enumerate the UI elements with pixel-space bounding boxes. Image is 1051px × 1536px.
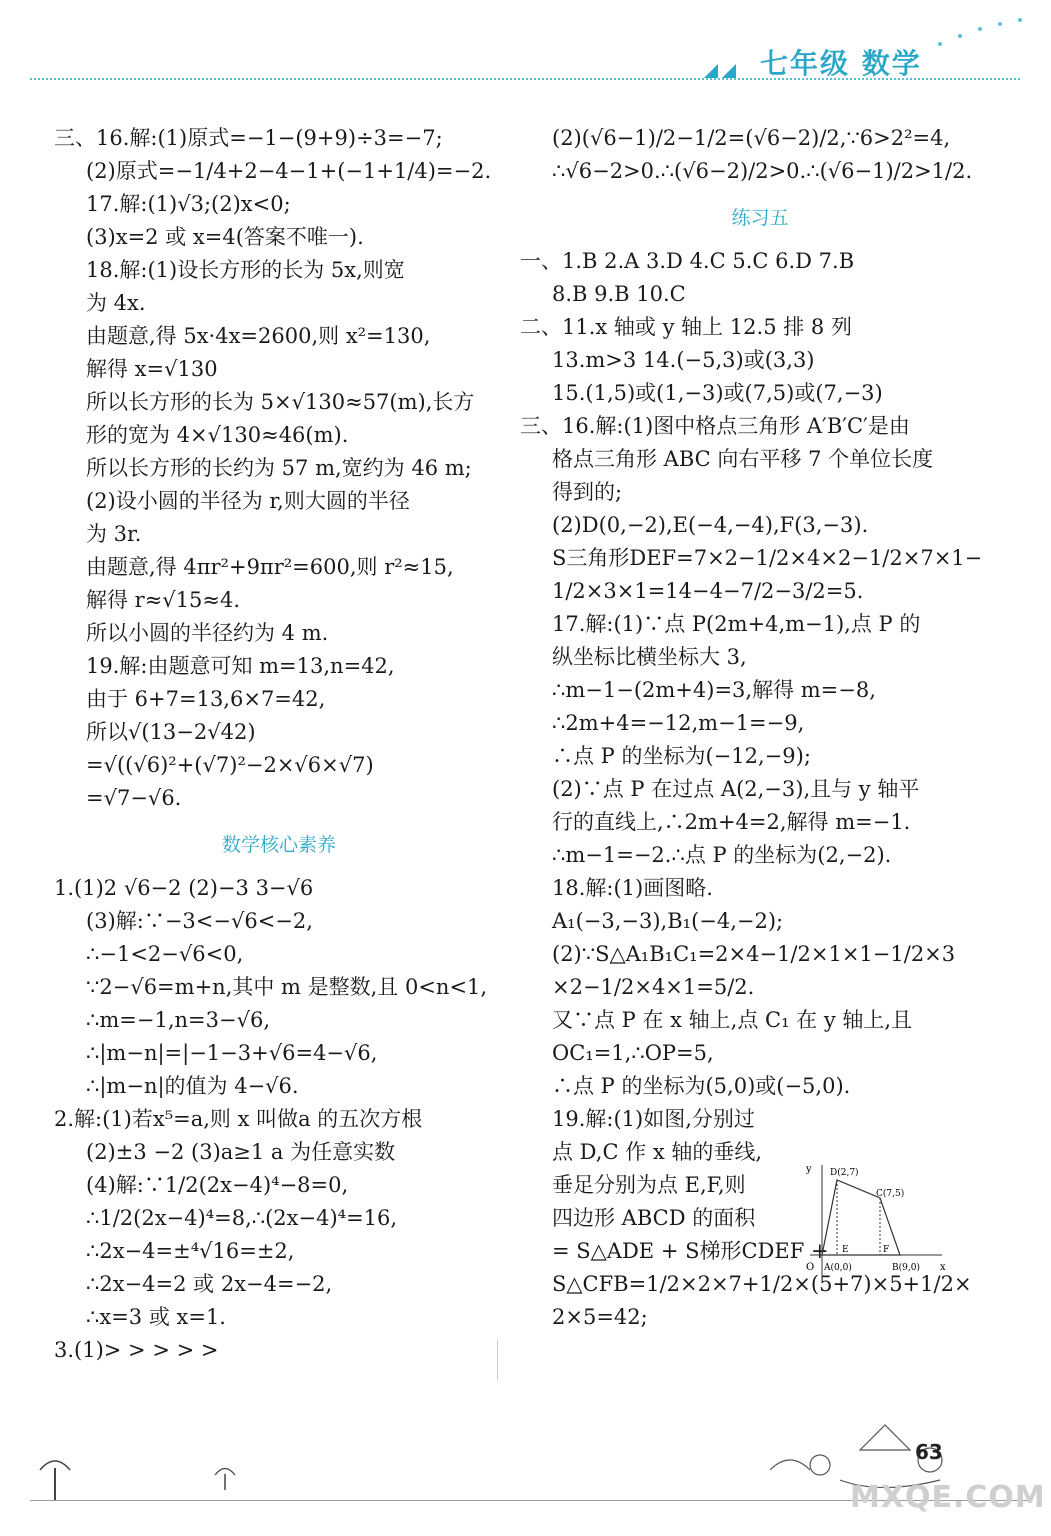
answer-line: 17.解:(1)∵点 P(2m+4,m−1),点 P 的 xyxy=(552,612,921,636)
answer-line: (2)设小圆的半径为 r,则大圆的半径 xyxy=(86,489,410,513)
answer-line: =√((√6)²+(√7)²−2×√6×√7) xyxy=(86,753,374,777)
fig-label-f: F xyxy=(883,1245,890,1255)
answer-line: (2)∵点 P 在过点 A(2,−3),且与 y 轴平 xyxy=(552,777,920,801)
answer-line: =√7−√6. xyxy=(86,786,182,810)
answer-line: 19.解:由题意可知 m=13,n=42, xyxy=(86,654,395,678)
fig-label-y: y xyxy=(806,1164,812,1175)
answer-line: 所以√(13−2√42) xyxy=(86,720,256,744)
decorative-dots xyxy=(905,14,1035,54)
answer-line: (4)解:∵1/2(2x−4)⁴−8=0, xyxy=(86,1173,349,1197)
answer-line: 点 D,C 作 x 轴的垂线, xyxy=(552,1140,763,1164)
answer-line: ∴2x−4=2 或 2x−4=−2, xyxy=(86,1272,333,1296)
answer-line: ∴点 P 的坐标为(−12,−9); xyxy=(552,744,811,768)
answer-line: ∴m=−1,n=3−√6, xyxy=(86,1008,270,1032)
answer-line: 8.B 9.B 10.C xyxy=(552,282,686,306)
section-title: 数学核心素养 xyxy=(221,834,336,856)
answer-line: 又∵点 P 在 x 轴上,点 C₁ 在 y 轴上,且 xyxy=(552,1008,913,1032)
answer-line: 18.解:(1)画图略. xyxy=(552,876,713,900)
answer-line: (2)±3 −2 (3)a≥1 a 为任意实数 xyxy=(86,1140,396,1164)
answer-line: ∴m−1−(2m+4)=3,解得 m=−8, xyxy=(552,678,876,702)
answer-line: 3.(1)> > > > > xyxy=(54,1338,219,1362)
answer-line: 17.解:(1)√3;(2)x<0; xyxy=(86,192,291,216)
answer-line: (2)(√6−1)/2−1/2=(√6−2)/2,∵6>2²=4, xyxy=(552,126,951,150)
answer-line: 13.m>3 14.(−5,3)或(3,3) xyxy=(552,348,815,372)
answer-line: 18.解:(1)设长方形的长为 5x,则宽 xyxy=(86,258,405,282)
answer-line: ∴m−1=−2.∴点 P 的坐标为(2,−2). xyxy=(552,843,892,867)
answer-line: 由题意,得 4πr²+9πr²=600,则 r²≈15, xyxy=(86,555,454,579)
answer-line: (2)∵S△A₁B₁C₁=2×4−1/2×1×1−1/2×3 xyxy=(552,942,956,966)
answer-line: 三、16.解:(1)原式=−1−(9+9)÷3=−7; xyxy=(54,126,443,150)
answer-line: 为 4x. xyxy=(86,291,146,315)
answer-line: (3)解:∵−3<−√6<−2, xyxy=(86,909,313,933)
answer-line: 解得 r≈√15≈4. xyxy=(86,588,241,612)
column-divider xyxy=(497,1340,498,1380)
fig-label-a: A(0,0) xyxy=(824,1263,852,1273)
fig-label-e: E xyxy=(842,1245,849,1255)
answer-line: S△CFB=1/2×2×7+1/2×(5+7)×5+1/2× xyxy=(552,1272,972,1296)
answer-line: 1.(1)2 √6−2 (2)−3 3−√6 xyxy=(54,876,314,900)
answer-line: 四边形 ABCD 的面积 xyxy=(552,1206,756,1230)
answer-line: 由于 6+7=13,6×7=42, xyxy=(86,687,326,711)
left-column xyxy=(54,122,504,1367)
header-title: 七年级 数学 xyxy=(760,47,922,80)
answer-line: ∴|m−n|的值为 4−√6. xyxy=(86,1074,299,1098)
answer-line: 解得 x=√130 xyxy=(86,357,218,381)
lamp-decoration-small-icon xyxy=(210,1460,240,1504)
fig-label-o: O xyxy=(806,1262,815,1273)
answer-line: 2×5=42; xyxy=(552,1305,648,1329)
answer-line: ∴2m+4=−12,m−1=−9, xyxy=(552,711,805,735)
fig-label-x: x xyxy=(940,1262,946,1273)
answer-line: 三、16.解:(1)图中格点三角形 A′B′C′是由 xyxy=(520,414,910,438)
answer-line: OC₁=1,∴OP=5, xyxy=(552,1041,714,1065)
answer-line: ∴点 P 的坐标为(5,0)或(−5,0). xyxy=(552,1074,851,1098)
answer-line: 15.(1,5)或(1,−3)或(7,5)或(7,−3) xyxy=(552,381,883,405)
answer-line: ∴1/2(2x−4)⁴=8,∴(2x−4)⁴=16, xyxy=(86,1206,398,1230)
section-title: 练习五 xyxy=(731,207,789,229)
answer-line: 1/2×3×1=14−4−7/2−3/2=5. xyxy=(552,579,864,603)
answer-line: ∴−1<2−√6<0, xyxy=(86,942,244,966)
right-column xyxy=(520,122,1000,1334)
answer-line: 所以长方形的长为 5×√130≈57(m),长方 xyxy=(86,390,475,414)
answer-line: ∴|m−n|=|−1−3+√6=4−√6, xyxy=(86,1041,378,1065)
answer-line: 所以小圆的半径约为 4 m. xyxy=(86,621,329,645)
watermark: MXQE.COM xyxy=(850,1480,1046,1515)
answer-line: A₁(−3,−3),B₁(−4,−2); xyxy=(552,909,784,933)
answer-line: 格点三角形 ABC 向右平移 7 个单位长度 xyxy=(552,447,934,471)
answer-line: 形的宽为 4×√130≈46(m). xyxy=(86,423,349,447)
answer-line: S三角形DEF=7×2−1/2×4×2−1/2×7×1− xyxy=(552,546,983,570)
answer-line: = S△ADE + S梯形CDEF + xyxy=(552,1239,829,1263)
answer-line: ∴√6−2>0.∴(√6−2)/2>0.∴(√6−1)/2>1/2. xyxy=(552,159,973,183)
answer-line: (2)D(0,−2),E(−4,−4),F(3,−3). xyxy=(552,513,869,537)
answer-line: ∴2x−4=±⁴√16=±2, xyxy=(86,1239,295,1263)
answer-line: (2)原式=−1/4+2−4−1+(−1+1/4)=−2. xyxy=(86,159,492,183)
page-number: 63 xyxy=(915,1440,943,1464)
fig-label-d: D(2,7) xyxy=(830,1168,859,1178)
answer-line: 为 3r. xyxy=(86,522,142,546)
answer-line: 由题意,得 5x·4x=2600,则 x²=130, xyxy=(86,324,431,348)
answer-line: 纵坐标比横坐标大 3, xyxy=(552,645,747,669)
answer-line: 19.解:(1)如图,分别过 xyxy=(552,1107,755,1131)
header-divider xyxy=(30,78,1020,80)
answer-line: 所以长方形的长约为 57 m,宽约为 46 m; xyxy=(86,456,472,480)
answer-line: ×2−1/2×4×1=5/2. xyxy=(552,975,755,999)
answer-line: ∴x=3 或 x=1. xyxy=(86,1305,226,1329)
answer-line: ∵2−√6=m+n,其中 m 是整数,且 0<n<1, xyxy=(86,975,488,999)
quadrilateral-figure xyxy=(800,1160,950,1285)
fig-label-b: B(9,0) xyxy=(892,1263,920,1273)
answer-line: 行的直线上,∴2m+4=2,解得 m=−1. xyxy=(552,810,911,834)
answer-line: 2.解:(1)若x⁵=a,则 x 叫做a 的五次方根 xyxy=(54,1107,423,1131)
answer-line: (3)x=2 或 x=4(答案不唯一). xyxy=(86,225,364,249)
answer-line: 得到的; xyxy=(552,480,623,504)
answer-line: 二、11.x 轴或 y 轴上 12.5 排 8 列 xyxy=(520,315,852,339)
answer-line: 一、1.B 2.A 3.D 4.C 5.C 6.D 7.B xyxy=(520,249,855,273)
answer-line: 垂足分别为点 E,F,则 xyxy=(552,1173,746,1197)
fig-label-c: C(7,5) xyxy=(876,1189,905,1199)
